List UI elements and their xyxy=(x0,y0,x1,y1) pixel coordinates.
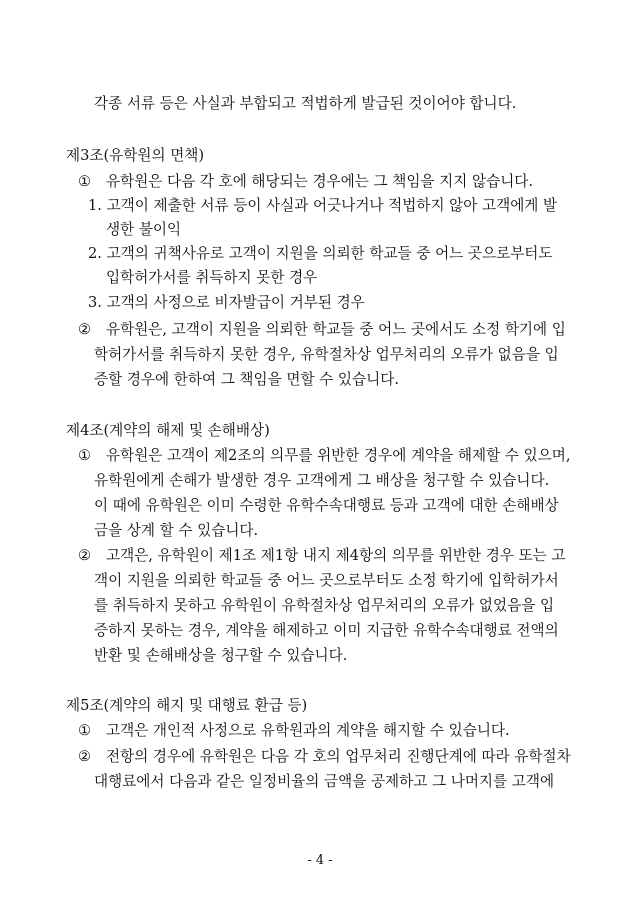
page-number: - 4 - xyxy=(307,853,333,868)
art5-p1-mark: ① xyxy=(78,722,92,739)
article-4-heading: 제4조(계약의 해제 및 손해배상) xyxy=(66,422,270,439)
art3-p2-line-1: 유학원은, 고객이 지원을 의뢰한 학교들 중 어느 곳에서도 소정 학기에 입 xyxy=(106,321,566,338)
art4-p2-line-2: 객이 지원을 의뢰한 학교들 중 어느 곳으로부터도 소정 학기에 입학허가서 xyxy=(94,572,559,589)
art4-p2-line-1: 고객은, 유학원이 제1조 제1항 내지 제4항의 의무를 위반한 경우 또는 고 xyxy=(106,547,566,564)
art4-p1-line-2: 유학원에게 손해가 발생한 경우 고객에게 그 배상을 청구할 수 있습니다. xyxy=(94,472,550,489)
art4-p2-line-3: 를 취득하지 못하고 유학원이 유학절차상 업무처리의 오류가 없었음을 입 xyxy=(94,597,555,614)
art3-item-2-line2: 입학허가서를 취득하지 못한 경우 xyxy=(106,269,318,286)
art3-item-1-line1: 1. 고객이 제출한 서류 등이 사실과 어긋나거나 적법하지 않아 고객에게 발 xyxy=(88,197,558,214)
art4-p1-mark: ① xyxy=(78,447,92,464)
art5-p2-mark: ② xyxy=(78,748,92,765)
art3-p2-line-3: 증할 경우에 한하여 그 책임을 면할 수 있습니다. xyxy=(94,371,399,388)
art5-p2-line-2: 대행료에서 다음과 같은 일정비율의 금액을 공제하고 그 나머지를 고객에 xyxy=(94,773,555,790)
art5-p1-text: 고객은 개인적 사정으로 유학원과의 계약을 해지할 수 있습니다. xyxy=(106,722,510,739)
art4-p2-mark: ② xyxy=(78,547,92,564)
intro-line: 각종 서류 등은 사실과 부합되고 적법하게 발급된 것이어야 합니다. xyxy=(94,95,517,112)
art4-p2-line-5: 반환 및 손해배상을 청구할 수 있습니다. xyxy=(94,647,348,664)
art3-p2-line-2: 학허가서를 취득하지 못한 경우, 유학절차상 업무처리의 오류가 없음을 입 xyxy=(94,346,559,363)
art3-p2-mark: ② xyxy=(78,321,92,338)
article-3-heading: 제3조(유학원의 면책) xyxy=(66,147,205,164)
art4-p1-line-1: 유학원은 고객이 제2조의 의무를 위반한 경우에 계약을 해제할 수 있으며, xyxy=(106,447,571,464)
art4-p1-line-4: 금을 상계 할 수 있습니다. xyxy=(94,522,259,539)
art3-p1-mark: ① xyxy=(78,173,92,190)
art5-p2-line-1: 전항의 경우에 유학원은 다음 각 호의 업무처리 진행단계에 따라 유학절차 xyxy=(106,748,571,765)
art4-p2-line-4: 증하지 못하는 경우, 계약을 해제하고 이미 지급한 유학수속대행료 전액의 xyxy=(94,622,559,639)
art3-item-3-line1: 3. 고객의 사정으로 비자발급이 거부된 경우 xyxy=(88,294,365,311)
art4-p1-line-3: 이 때에 유학원은 이미 수령한 유학수속대행료 등과 고객에 대한 손해배상 xyxy=(94,497,559,514)
article-5-heading: 제5조(계약의 해지 및 대행료 환급 등) xyxy=(66,697,308,714)
art3-item-1-line2: 생한 불이익 xyxy=(106,221,182,238)
art3-item-2-line1: 2. 고객의 귀책사유로 고객이 지원을 의뢰한 학교들 중 어느 곳으로부터도 xyxy=(88,245,553,262)
art3-p1-text: 유학원은 다음 각 호에 해당되는 경우에는 그 책임을 지지 않습니다. xyxy=(106,173,534,190)
